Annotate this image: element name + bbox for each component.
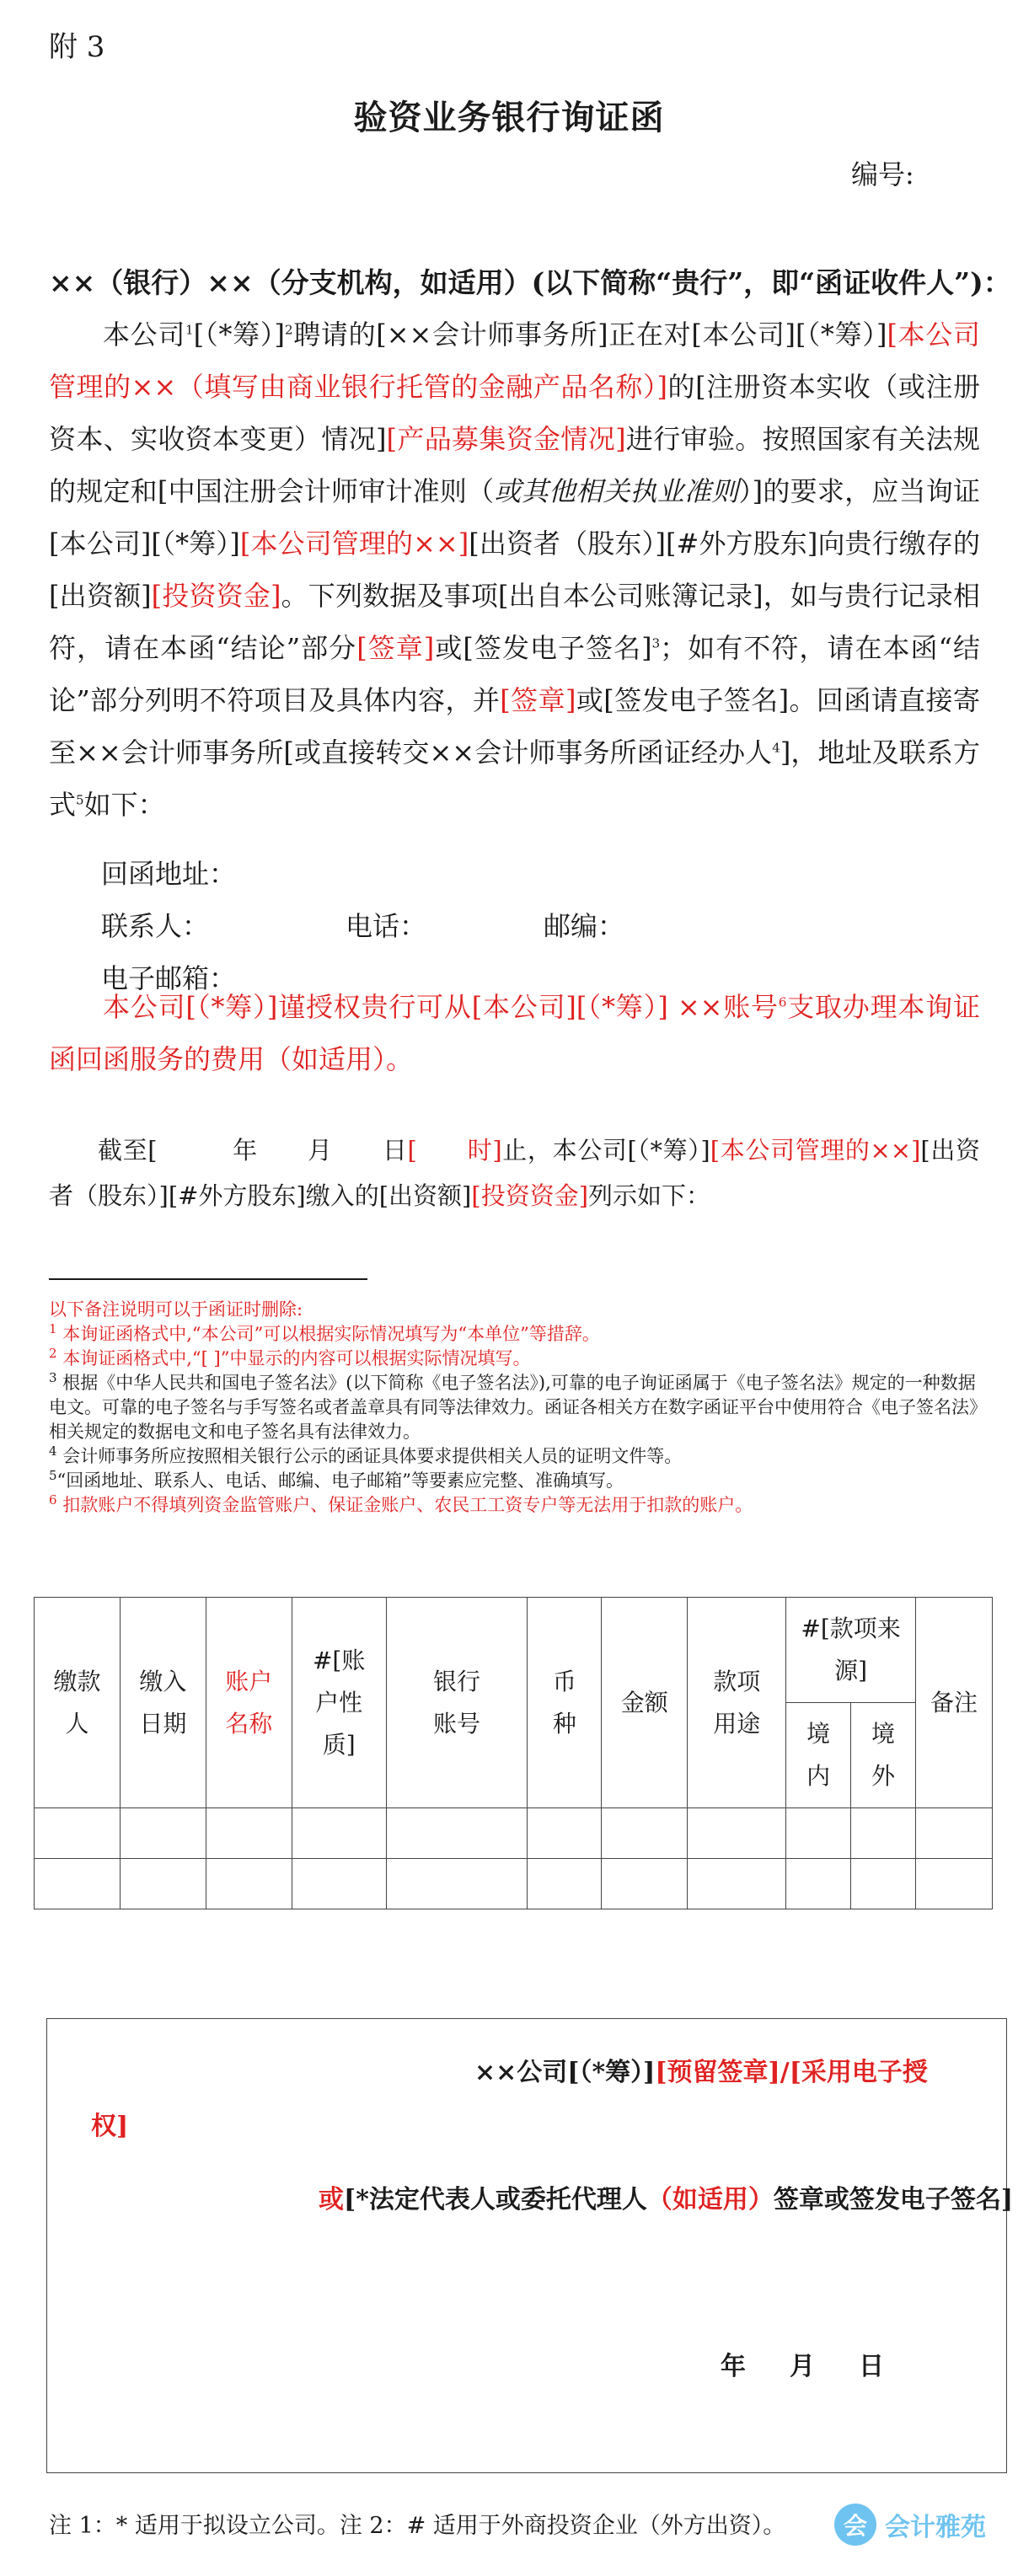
logo-text: 会计雅苑 [885,2513,986,2542]
footnote-divider [49,1278,367,1280]
footnote-header: 以下备注说明可以于函证时删除: [49,1299,303,1320]
postcode-label: 邮编： [544,910,625,942]
header-purpose: 款项 用途 [688,1598,786,1808]
contact-person-label: 联系人： [101,910,210,942]
watermark-logo [834,2501,986,2548]
deposit-table [34,1597,993,1909]
logo-mark-icon: 会 [834,2504,876,2546]
table-row [35,1808,993,1859]
footnote-2: $^2$ 本询证函格式中,“[ ]”中显示的内容可以根据实际情况填写。 [49,1346,531,1368]
cutoff-statement: 截至[ 年 月 日[ 时]止，本公司[（*筹）][本公司管理的××][出资者（股东）][#外方股东]缴入的[出资额][投资资金]列示如下： [49,1136,980,1210]
header-fund-source: #[款项来 源] [786,1598,916,1703]
email-label: 电子邮箱： [101,962,237,994]
header-domestic: 境 内 [786,1703,851,1808]
footnote-1: $^1$ 本询证函格式中,“本公司”可以根据实际情况填写为“本单位”等措辞。 [49,1321,600,1344]
footer-notes: 注 1：* 适用于拟设立公司。注 2：# 适用于外商投资企业（外方出资）。 [49,2513,786,2539]
header-currency: 币 种 [528,1598,602,1808]
signature-date: 年 月 日 [721,2352,884,2381]
page-title: 验资业务银行询证函 [353,98,665,137]
header-foreign: 境 外 [851,1703,916,1808]
return-address-label: 回函地址： [101,858,237,890]
header-payer: 缴款 人 [35,1598,121,1808]
footnote-6: $^6$ 扣款账户不得填列资金监管账户、保证金账户、农民工工资专户等无法用于扣款的账户。 [49,1492,753,1515]
table-row [35,1859,993,1909]
footnote-5: $^5$“回函地址、联系人、电话、邮编、电子邮箱”等要素应完整、准确填写。 [49,1468,624,1491]
header-account-name: 账户 名称 [206,1598,292,1808]
letter-body: 本公司$^1$[（*筹）]$^2$聘请的[××会计师事务所]正在对[本公司][（*筹）][本公司管理的××（填写由商业银行托管的金融产品名称）]的[注册资本实收（或注册资本、实收资本变更）情况][产品募集资金情况]进行审验。按照国家有关法规的规定和[中国注册会计师审计准则（或其他相关执业准则）]的要求，应当询证[本公司][（*筹）][本公司管理的××][出资者（股东）][#外方股东]向贵行缴存的[出资额][投资资金]。下列数据及事项[出自本公司账簿记录]，如与贵行记录相符，请在本函“结论”部分[签章]或[签发电子签名]$^3$；如有不符，请在本函“结论”部分列明不符项目及具体内容，并[签章]或[签发电子签名]。回函请直接寄至××会计师事务所[或直接转交××会计师事务所函证经办人$^4$]，地址及联系方式$^5$如下： [49,319,980,821]
footnote-4: $^4$ 会计师事务所应按照相关银行公示的函证具体要求提供相关人员的证明文件等。 [49,1443,683,1466]
fee-authorization: 本公司[（*筹）]谨授权贵行可从[本公司][（*筹）] ××账号$^6$支取办理本询证函回函服务的费用（如适用）。 [49,991,980,1075]
company-seal-line: ××公司[（*筹）][预留签章]/[采用电子授权] [91,2058,928,2141]
addressee-line: ××（银行）××（分支机构，如适用）(以下简称“贵行”，即“函证收件人”)： [49,266,1011,299]
header-amount: 金额 [602,1598,688,1808]
header-account-type: #[账 户性 质] [292,1598,386,1808]
attachment-label: 附 3 [49,30,105,64]
serial-number-label: 编号: [851,158,914,190]
header-bank-account: 银行 账号 [386,1598,528,1808]
header-deposit-date: 缴入 日期 [120,1598,206,1808]
phone-label: 电话： [346,910,427,942]
header-remarks: 备注 [916,1598,993,1808]
representative-sign-line: 或[*法定代表人或委托代理人（如适用）签章或签发电子签名] [319,2185,1014,2215]
footnote-3: $^3$ 根据《中华人民共和国电子签名法》(以下简称《电子签名法》),可靠的电子询证函属于《电子签名法》规定的一种数据电文。可靠的电子签名与手写签名或者盖章具有同等法律效力。函证各相关方在数字函证平台中使用符合《电子签名法》相关规定的数据电文和电子签名具有法律效力。 [49,1370,978,1442]
footnotes [49,1298,984,1518]
